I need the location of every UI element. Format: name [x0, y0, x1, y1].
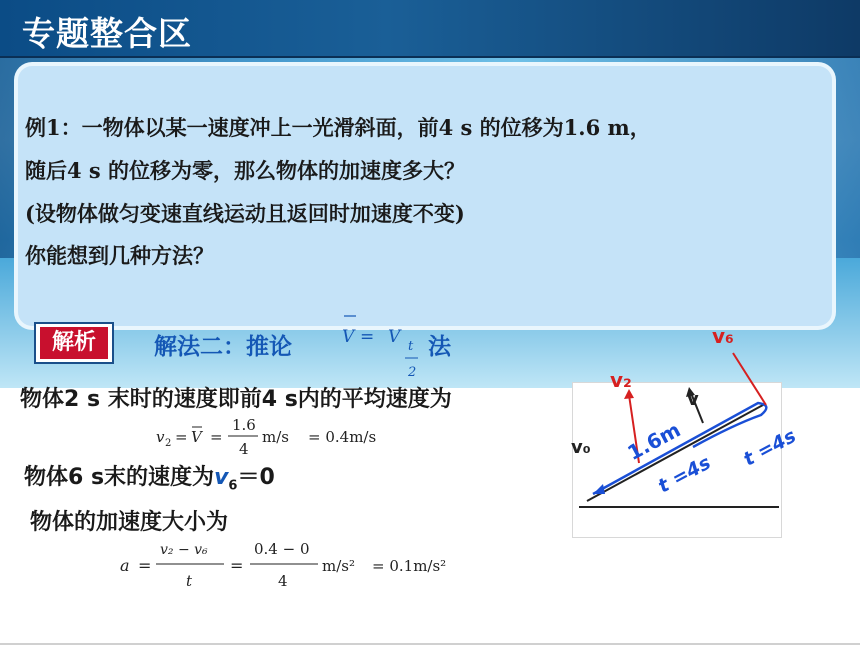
formula-rhs: V	[388, 327, 401, 347]
svg-text:v₂ − v₆: v₂ − v₆	[160, 542, 208, 558]
svg-text:v: v	[156, 428, 165, 446]
formula-lhs: V	[342, 327, 355, 347]
page-title: 专题整合区	[22, 14, 192, 53]
equation-1	[152, 412, 402, 462]
svg-text:= 0.4m/s: = 0.4m/s	[308, 428, 377, 446]
method-prefix: 解法二：推论	[154, 334, 292, 360]
formula-sub-num: t	[408, 339, 414, 354]
svg-text:= 0.1m/s²: = 0.1m/s²	[372, 557, 447, 575]
label-v2: v₂	[610, 368, 632, 392]
method-heading	[154, 328, 292, 361]
question-line-3: (设物体做匀变速直线运动且返回时加速度不变)	[25, 201, 465, 226]
incline-diagram	[571, 382, 800, 538]
formula-sub-den: 2	[408, 365, 417, 380]
question-line-4: 你能想到几种方法？	[25, 243, 214, 268]
svg-text:=: =	[210, 428, 223, 446]
solution-line-2: 物体6 s末的速度为$v_6=0$	[24, 465, 275, 494]
svg-text:t: t	[186, 572, 193, 590]
label-t2: t =4s	[739, 424, 800, 471]
svg-text:1.6: 1.6	[232, 416, 256, 434]
solution-line-3: 物体的加速度大小为	[30, 510, 229, 535]
label-distance: 1.6m	[623, 417, 685, 466]
label-v6: v₆	[712, 324, 734, 348]
label-v: v	[687, 389, 699, 410]
analysis-badge	[34, 322, 114, 364]
svg-text:4: 4	[278, 572, 288, 590]
question-line-2: 随后4 s 的位移为零，那么物体的加速度多大？	[25, 158, 466, 183]
svg-text:2: 2	[165, 438, 172, 449]
equation-2	[116, 534, 476, 598]
svg-text:m/s: m/s	[262, 428, 289, 446]
method-suffix: 法	[428, 334, 451, 360]
header-bar	[0, 0, 860, 58]
equation-2-svg	[116, 534, 476, 598]
equation-1-svg	[152, 412, 402, 462]
svg-text:4: 4	[239, 440, 249, 458]
question-line-1: 例1：一物体以某一速度冲上一光滑斜面，前4 s 的位移为1.6 m，	[25, 115, 651, 140]
svg-text:V: V	[191, 428, 202, 446]
formula-eq: =	[360, 327, 375, 347]
svg-text:a: a	[120, 556, 130, 575]
incline-diagram-svg	[571, 383, 800, 537]
method-formula-svg	[338, 312, 428, 382]
svg-text:=: =	[230, 556, 244, 575]
label-v0: v₀	[571, 437, 591, 458]
method-formula	[338, 312, 428, 382]
svg-text:=: =	[175, 428, 188, 446]
solution-line-1: 物体2 s 末时的速度即前4 s内的平均速度为	[20, 387, 452, 412]
analysis-badge-label: 解析	[40, 327, 108, 359]
svg-text:=: =	[138, 556, 152, 575]
question-box	[18, 66, 832, 326]
label-t1: t =4s	[654, 451, 715, 498]
svg-text:m/s²: m/s²	[322, 557, 355, 575]
svg-text:0.4 − 0: 0.4 − 0	[254, 540, 310, 558]
